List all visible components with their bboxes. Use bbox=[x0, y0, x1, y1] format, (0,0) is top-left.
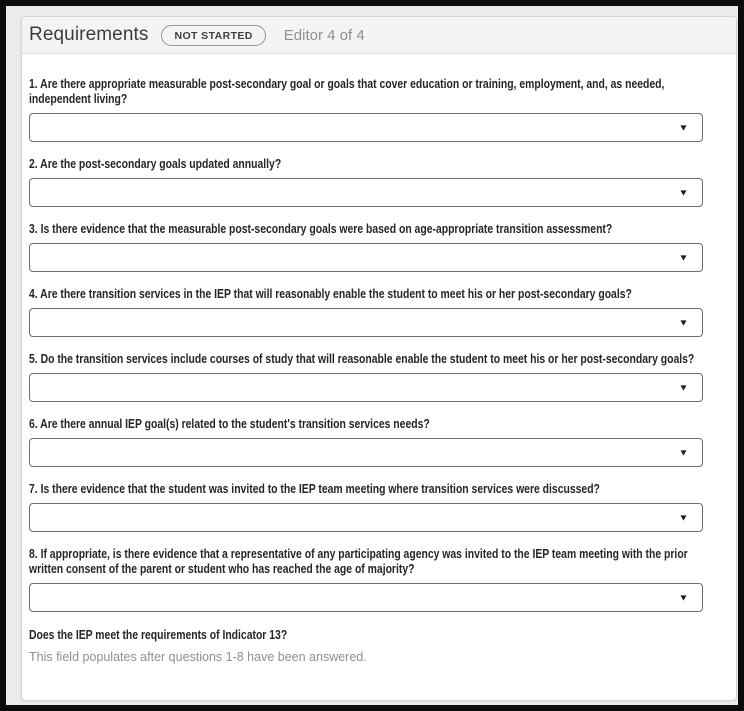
question-6-label: 6. Are there annual IEP goal(s) related to the student's transition services needs? bbox=[29, 417, 430, 431]
question-6-select-wrap bbox=[29, 438, 703, 467]
status-badge: NOT STARTED bbox=[161, 25, 265, 46]
question-3-select-wrap bbox=[29, 243, 703, 272]
question-block-1 bbox=[29, 77, 703, 142]
question-4-select[interactable] bbox=[29, 308, 703, 337]
question-2-select-wrap bbox=[29, 178, 703, 207]
question-4-select-wrap bbox=[29, 308, 703, 337]
editor-body bbox=[22, 54, 736, 665]
question-1-label: 1. Are there appropriate measurable post-secondary goal or goals that cover education or training, employment, and, as needed, independent living? bbox=[29, 77, 665, 106]
requirements-editor-card bbox=[21, 16, 737, 701]
dropdown-caret-icon: ▼ bbox=[678, 512, 689, 522]
question-block-8 bbox=[29, 547, 703, 612]
question-3-select[interactable] bbox=[29, 243, 703, 272]
question-6-select[interactable] bbox=[29, 438, 703, 467]
question-8-select-wrap bbox=[29, 583, 703, 612]
indicator-result-helper-text: This field populates after questions 1-8 have been answered. bbox=[29, 650, 367, 664]
page-title: Requirements bbox=[29, 24, 149, 45]
question-8-label: 8. If appropriate, is there evidence that a representative of any participating agency was invited to the IEP team meeting with the prior written consent of the parent or student who has reached the age of majority? bbox=[29, 547, 688, 576]
dropdown-caret-icon: ▼ bbox=[678, 447, 689, 457]
question-block-4 bbox=[29, 287, 703, 337]
question-block-2 bbox=[29, 157, 703, 207]
editor-position-label: Editor 4 of 4 bbox=[283, 26, 365, 44]
question-block-7 bbox=[29, 482, 703, 532]
question-8-select[interactable] bbox=[29, 583, 703, 612]
dropdown-caret-icon: ▼ bbox=[678, 187, 689, 197]
dropdown-caret-icon: ▼ bbox=[678, 592, 689, 602]
question-7-select[interactable] bbox=[29, 503, 703, 532]
indicator-result-block bbox=[29, 628, 703, 665]
editor-header bbox=[22, 17, 736, 54]
question-1-select-wrap bbox=[29, 113, 703, 142]
question-5-label: 5. Do the transition services include courses of study that will reasonable enable the student to meet his or her post-secondary goals? bbox=[29, 352, 695, 366]
indicator-result-label: Does the IEP meet the requirements of Indicator 13? bbox=[29, 628, 288, 642]
dropdown-caret-icon: ▼ bbox=[678, 382, 689, 392]
question-7-select-wrap bbox=[29, 503, 703, 532]
question-2-label: 2. Are the post-secondary goals updated annually? bbox=[29, 157, 282, 171]
question-5-select[interactable] bbox=[29, 373, 703, 402]
question-block-6 bbox=[29, 417, 703, 467]
question-3-label: 3. Is there evidence that the measurable post-secondary goals were based on age-appropriate transition assessment? bbox=[29, 222, 613, 236]
question-1-select[interactable] bbox=[29, 113, 703, 142]
question-4-label: 4. Are there transition services in the IEP that will reasonably enable the student to meet his or her post-secondary goals? bbox=[29, 287, 632, 301]
question-7-label: 7. Is there evidence that the student was invited to the IEP team meeting where transition services were discussed? bbox=[29, 482, 600, 496]
question-block-3 bbox=[29, 222, 703, 272]
dropdown-caret-icon: ▼ bbox=[678, 122, 689, 132]
question-5-select-wrap bbox=[29, 373, 703, 402]
question-2-select[interactable] bbox=[29, 178, 703, 207]
dropdown-caret-icon: ▼ bbox=[678, 317, 689, 327]
question-block-5 bbox=[29, 352, 703, 402]
dropdown-caret-icon: ▼ bbox=[678, 252, 689, 262]
